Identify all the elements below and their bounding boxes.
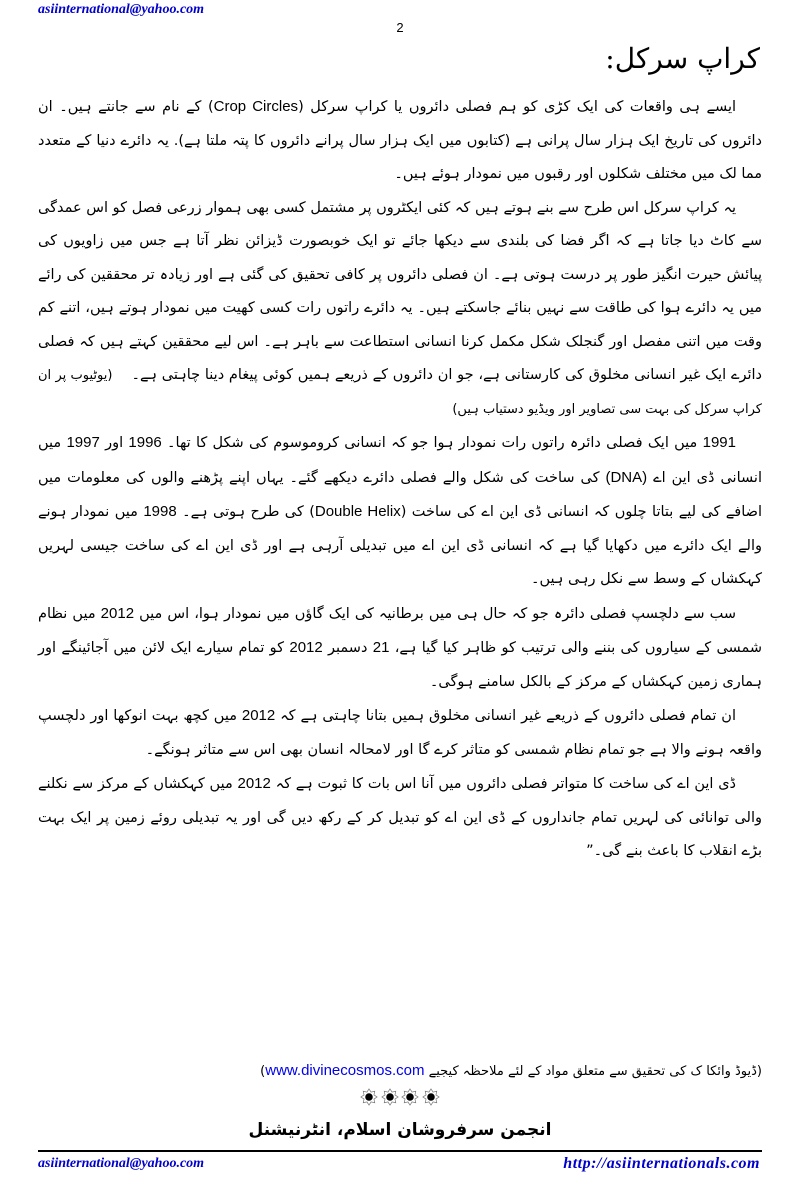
ornament-divider — [360, 1088, 440, 1106]
paragraph-text: کی ساخت کی شکل والے فصلی دائرے دیکھے گئے۔ یہاں اپنے پڑھنے والوں کی معلومات میں اضافے کی لیے بتاتا چلوں کہ انسانی ڈی این اے کی ساخت ( — [38, 469, 762, 520]
footer-divider — [38, 1150, 762, 1152]
star-ornament-icon — [381, 1088, 399, 1106]
paragraph-text: میں کچھ بہت انوکھا اور دلچسپ واقعہ ہونے والا ہے جو تمام نظام شمسی کو متاثر کرے گا اور لامحالہ انسان بھی اس سے متاثر ہونگے۔ — [38, 708, 762, 758]
year: 1991 — [702, 434, 736, 451]
section-title: کراپ سرکل: — [605, 42, 760, 75]
day: 21 — [372, 639, 390, 656]
paragraph-note: (یوٹیوب پر ان کراپ سرکل کی بہت سی تصاویر اور ویڈیو دستیاب ہیں) — [38, 368, 762, 417]
star-ornament-icon — [422, 1088, 440, 1106]
paragraph-text: سب سے دلچسپ فصلی دائرہ جو کہ حال ہی میں برطانیہ کی ایک گاؤں میں نمودار ہوا، اس میں — [134, 605, 736, 622]
paren-open: ( — [756, 1064, 762, 1079]
paragraph-text: دسمبر — [322, 640, 373, 656]
paragraph-text: ان تمام فصلی دائروں کے ذریعے غیر انسانی مخلوق ہمیں بتانا چاہتی ہے کہ — [275, 708, 736, 724]
paragraph-text: میں نظام شمسی کے سیاروں کی بننے والی ترتیب کو ظاہر کیا گیا ہے، — [38, 605, 763, 656]
paragraph-text: میں ایک فصلی دائرہ راتوں رات نمودار ہوا جو کہ انسانی کروموسوم کی شکل کا تھا۔ — [161, 435, 703, 451]
citation-text: ڈیوڈ وائکا ک کی تحقیق سے متعلق مواد کے لئے ملاحظہ کیجیے — [424, 1064, 757, 1079]
star-ornament-icon — [360, 1088, 378, 1106]
paren-close: ) — [260, 1064, 266, 1079]
paragraph-text: میں کہکشاں کے مرکز سے نکلنے والی توانائی کی لہریں تمام جانداروں کے ڈی این اے کو تبدیل کر کے رکھ دیں گی اور یہ تبدیلی روئے زمین پر ایک بہت بڑے انقلاب کا باعث بنے گی۔” — [38, 776, 762, 859]
paragraph-3 — [38, 426, 762, 597]
paragraph-6 — [38, 767, 762, 869]
year: 1996 — [128, 434, 162, 451]
footer-email[interactable]: asiinternational@yahoo.com — [38, 1156, 205, 1171]
year: 2012 — [100, 604, 135, 622]
paragraph-text: ایسے ہی واقعات کی ایک کڑی کو ہم فصلی دائروں یا کراپ سرکل ( — [298, 99, 737, 115]
footer-url[interactable]: http://asiinternationals.com — [563, 1155, 760, 1172]
paragraph-text: اور — [99, 435, 129, 451]
year: 1997 — [66, 434, 100, 451]
latin-term: Double Helix — [314, 503, 401, 520]
paragraph-text: یہ کراپ سرکل اس طرح سے بنے ہوتے ہیں کہ کئی ایکٹروں پر مشتمل کسی بھی ہموار زرعی فصل کو اس عمدگی سے کاٹ دیا جاتا ہے کہ اگر فضا کی بلندی سے دیکھا جائے تو ایک خوبصورت ڈیزائن نظر آتا ہے جس میں زاویوں کی پیائش حیرت انگیز طور پر درست ہوتی ہے۔ ان فصلی دائروں پر کافی تحقیق کی گئی ہے اور زیادہ تر محققین کی رائے میں یہ دائرے ہوا کی طاقت سے نہیں بنائے جاسکتے ہیں۔ یہ دائرے راتوں رات کسی کھیت میں نمودار ہوتے ہیں، اتنے کم وقت میں اتنی مفصل اور گنجلک شکل مکمل کرنا انسانی استطاعت سے باہر ہے۔ اس لیے محققین کہتے ہیں کہ فصلی دائرے ایک غیر انسانی مخلوق کی کارستانی ہے، جو ان دائروں کے ذریعے ہمیں کوئی پیغام دینا چاہتی ہے۔ — [38, 199, 763, 383]
star-ornament-icon — [401, 1088, 419, 1106]
latin-term: (DNA) — [605, 468, 648, 486]
paragraph-1 — [38, 90, 762, 192]
article-body — [38, 90, 762, 869]
year: 2012 — [289, 639, 323, 656]
paragraph-text: ) کی طرح ہوتی ہے۔ — [176, 504, 315, 520]
page-number: 2 — [396, 20, 404, 35]
header-email[interactable]: asiinternational@yahoo.com — [38, 2, 205, 17]
paragraph-text: کو تمام سیارے ایک لائن میں آجائینگے اور ہماری زمین کہکشاں کے مرکز کے بالکل سامنے ہوگی۔ — [38, 640, 762, 690]
organization-name: انجمن سرفروشان اسلام، انٹرنیشنل — [248, 1120, 552, 1140]
year: 1998 — [143, 503, 177, 520]
year: 2012 — [241, 707, 276, 724]
paragraph-text: میں انسانی ڈی این اے — [38, 435, 762, 486]
paragraph-text: میں نمودار ہونے والے ایک دائرے میں دکھایا گیا ہے کہ انسانی ڈی این اے میں تبدیلی آرہی ہے اور ڈی این اے کی ساخت جیسی لہریں کہکشاں کے وسط سے نکل رہی ہیں۔ — [38, 504, 762, 587]
latin-term: Crop Circles — [213, 98, 299, 115]
paragraph-text: ) کے نام سے جانتے ہیں۔ ان دائروں کی تاریخ ایک ہزار سال پرانی ہے (کتابوں میں ایک ہزار سال پرانے دائروں کا پتہ ملتا ہے). یہ دائرے دنیا کے متعدد مما لک میں مختلف شکلوں اور رقبوں میں نمودار ہوئے ہیں۔ — [38, 99, 762, 182]
year: 2012 — [237, 775, 271, 792]
paragraph-5 — [38, 699, 762, 767]
paragraph-2 — [38, 192, 762, 427]
paragraph-4 — [38, 597, 762, 700]
paragraph-text: ڈی این اے کی ساخت کا متواتر فصلی دائروں میں آنا اس بات کا ثبوت ہے کہ — [270, 776, 736, 792]
source-link[interactable]: www.divinecosmos.com — [265, 1062, 425, 1079]
source-citation — [38, 1062, 762, 1079]
